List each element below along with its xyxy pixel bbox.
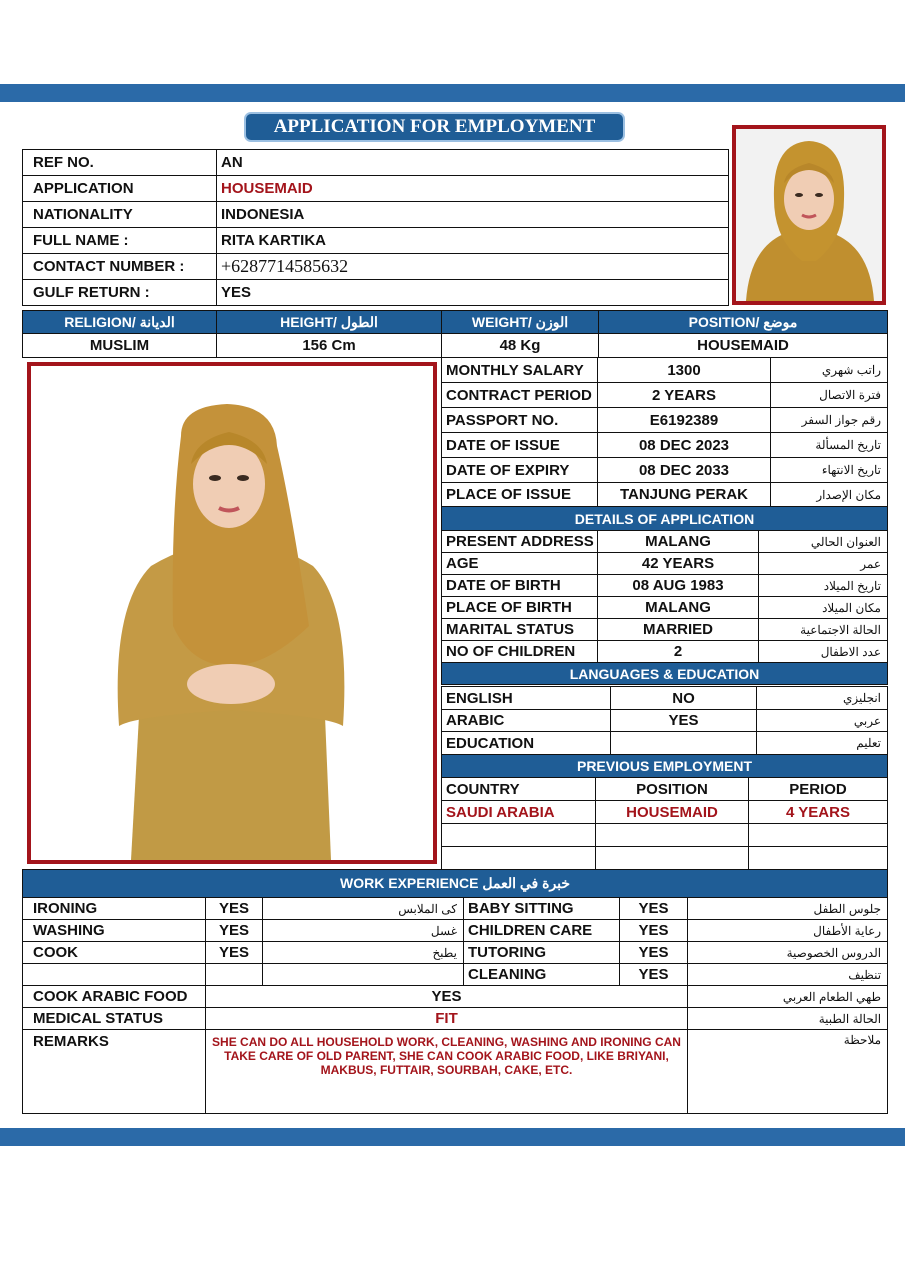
table-row — [442, 553, 888, 575]
table-row — [442, 358, 888, 383]
place-of-issue-ar: مكان الإصدار — [771, 483, 888, 507]
table-row — [23, 898, 888, 920]
bottom-bar — [0, 1128, 905, 1146]
date-of-expiry-ar: تاريخ الانتهاء — [771, 458, 888, 483]
full-body-photo-image — [31, 366, 433, 860]
marital-status-ar: الحالة الاجتماعية — [759, 619, 888, 641]
present-address-ar: العنوان الحالي — [759, 531, 888, 553]
table-row — [442, 801, 888, 824]
table-row — [23, 942, 888, 964]
page-title: APPLICATION FOR EMPLOYMENT — [244, 112, 625, 142]
work-left-value — [206, 964, 263, 986]
arabic-value: YES — [611, 710, 757, 732]
work-left-ar: يطبخ — [263, 942, 464, 964]
religion-header: RELIGION/ الديانة — [23, 311, 217, 334]
weight-value: 48 Kg — [442, 334, 599, 358]
table-row — [442, 458, 888, 483]
date-of-issue-label: DATE OF ISSUE — [442, 433, 598, 458]
previous-employment-header: PREVIOUS EMPLOYMENT — [442, 755, 888, 778]
work-left-label — [23, 964, 206, 986]
full-body-photo — [27, 362, 437, 864]
height-header: HEIGHT/ الطول — [217, 311, 442, 334]
contract-table — [441, 357, 888, 531]
work-right-label: BABY SITTING — [464, 898, 620, 920]
work-left-ar: كى الملابس — [263, 898, 464, 920]
work-left-value: YES — [206, 898, 263, 920]
info-row — [23, 254, 729, 280]
date-of-issue-value: 08 DEC 2023 — [598, 433, 771, 458]
table-row — [442, 641, 888, 663]
nationality-value: INDONESIA — [217, 202, 729, 228]
english-ar: انجليزي — [757, 687, 888, 710]
marital-status-value: MARRIED — [598, 619, 759, 641]
details-table — [441, 530, 888, 685]
remarks-ar: ملاحظة — [688, 1030, 888, 1114]
table-row — [442, 408, 888, 433]
info-row — [23, 280, 729, 306]
passport-no-ar: رقم جواز السفر — [771, 408, 888, 433]
arabic-label: ARABIC — [442, 710, 611, 732]
table-row — [23, 920, 888, 942]
weight-header: WEIGHT/ الوزن — [442, 311, 599, 334]
table-row — [442, 824, 888, 847]
no-of-children-value: 2 — [598, 641, 759, 663]
prev-position-value — [596, 847, 749, 870]
ref-no-value: AN — [217, 150, 729, 176]
gulf-return-value: YES — [217, 280, 729, 306]
english-value: NO — [611, 687, 757, 710]
work-left-label: IRONING — [23, 898, 206, 920]
table-row — [442, 531, 888, 553]
medical-status-ar: الحالة الطبية — [688, 1008, 888, 1030]
work-left-ar — [263, 964, 464, 986]
prev-country-value — [442, 847, 596, 870]
prev-period-value: 4 YEARS — [749, 801, 888, 824]
nationality-label: NATIONALITY — [23, 202, 217, 228]
prev-position-header: POSITION — [596, 778, 749, 801]
contact-number-value: +6287714585632 — [217, 254, 729, 280]
education-value — [611, 732, 757, 755]
work-experience-table — [22, 869, 888, 1114]
age-label: AGE — [442, 553, 598, 575]
present-address-label: PRESENT ADDRESS — [442, 531, 598, 553]
present-address-value: MALANG — [598, 531, 759, 553]
prev-country-header: COUNTRY — [442, 778, 596, 801]
application-label: APPLICATION — [23, 176, 217, 202]
work-experience-header: WORK EXPERIENCE خبرة في العمل — [23, 870, 888, 898]
place-of-issue-label: PLACE OF ISSUE — [442, 483, 598, 507]
prev-position-value — [596, 824, 749, 847]
position-value: HOUSEMAID — [599, 334, 888, 358]
work-left-label: COOK — [23, 942, 206, 964]
position-header: POSITION/ موضع — [599, 311, 888, 334]
place-of-birth-ar: مكان الميلاد — [759, 597, 888, 619]
work-right-value: YES — [620, 920, 688, 942]
education-label: EDUCATION — [442, 732, 611, 755]
table-row — [442, 687, 888, 710]
info-row — [23, 176, 729, 202]
date-of-expiry-label: DATE OF EXPIRY — [442, 458, 598, 483]
english-label: ENGLISH — [442, 687, 611, 710]
application-value: HOUSEMAID — [217, 176, 729, 202]
work-left-label: WASHING — [23, 920, 206, 942]
info-row — [23, 228, 729, 254]
date-of-birth-ar: تاريخ الميلاد — [759, 575, 888, 597]
prev-country-value: SAUDI ARABIA — [442, 801, 596, 824]
table-row — [23, 1008, 888, 1030]
contract-period-value: 2 YEARS — [598, 383, 771, 408]
monthly-salary-value: 1300 — [598, 358, 771, 383]
place-of-issue-value: TANJUNG PERAK — [598, 483, 771, 507]
info-row — [23, 150, 729, 176]
place-of-birth-value: MALANG — [598, 597, 759, 619]
work-right-ar: رعاية الأطفال — [688, 920, 888, 942]
info-row — [23, 202, 729, 228]
date-of-issue-ar: تاريخ المسألة — [771, 433, 888, 458]
work-right-ar: جلوس الطفل — [688, 898, 888, 920]
work-right-value: YES — [620, 942, 688, 964]
portrait-photo-image — [736, 129, 882, 301]
work-right-value: YES — [620, 898, 688, 920]
work-left-value: YES — [206, 920, 263, 942]
contract-period-ar: فترة الاتصال — [771, 383, 888, 408]
table-row — [442, 483, 888, 507]
work-right-ar: تنظيف — [688, 964, 888, 986]
details-section-header: DETAILS OF APPLICATION — [442, 507, 888, 531]
work-right-label: CHILDREN CARE — [464, 920, 620, 942]
gulf-return-label: GULF RETURN : — [23, 280, 217, 306]
age-ar: عمر — [759, 553, 888, 575]
education-ar: تعليم — [757, 732, 888, 755]
monthly-salary-ar: راتب شهري — [771, 358, 888, 383]
table-row — [442, 732, 888, 755]
table-row — [442, 575, 888, 597]
top-bar — [0, 84, 905, 102]
basic-info-table — [22, 149, 729, 306]
marital-status-label: MARITAL STATUS — [442, 619, 598, 641]
prev-country-value — [442, 824, 596, 847]
table-row — [23, 1030, 888, 1114]
passport-no-value: E6192389 — [598, 408, 771, 433]
personal-table — [22, 310, 888, 358]
work-right-ar: الدروس الخصوصية — [688, 942, 888, 964]
date-of-birth-label: DATE OF BIRTH — [442, 575, 598, 597]
place-of-birth-label: PLACE OF BIRTH — [442, 597, 598, 619]
prev-period-value — [749, 847, 888, 870]
full-name-value: RITA KARTIKA — [217, 228, 729, 254]
passport-no-label: PASSPORT NO. — [442, 408, 598, 433]
languages-table — [441, 686, 888, 778]
table-row — [442, 847, 888, 870]
date-of-birth-value: 08 AUG 1983 — [598, 575, 759, 597]
languages-section-header: LANGUAGES & EDUCATION — [442, 663, 888, 685]
monthly-salary-label: MONTHLY SALARY — [442, 358, 598, 383]
prev-period-header: PERIOD — [749, 778, 888, 801]
contract-period-label: CONTRACT PERIOD — [442, 383, 598, 408]
religion-value: MUSLIM — [23, 334, 217, 358]
medical-status-value: FIT — [206, 1008, 688, 1030]
table-row — [442, 433, 888, 458]
remarks-label: REMARKS — [23, 1030, 206, 1114]
table-row — [23, 986, 888, 1008]
cook-arabic-food-label: COOK ARABIC FOOD — [23, 986, 206, 1008]
medical-status-label: MEDICAL STATUS — [23, 1008, 206, 1030]
work-right-label: CLEANING — [464, 964, 620, 986]
work-left-ar: غسل — [263, 920, 464, 942]
age-value: 42 YEARS — [598, 553, 759, 575]
remarks-value: SHE CAN DO ALL HOUSEHOLD WORK, CLEANING, WASHING AND IRONING CAN TAKE CARE OF OLD PARENT, SHE CAN COOK ARABIC FOOD, LIKE BRIYANI, MAKBUS, FUTTAIR, SOURBAH, CAKE, ETC. — [206, 1030, 688, 1114]
no-of-children-label: NO OF CHILDREN — [442, 641, 598, 663]
work-right-value: YES — [620, 964, 688, 986]
work-left-value: YES — [206, 942, 263, 964]
portrait-photo — [732, 125, 886, 305]
arabic-ar: عربي — [757, 710, 888, 732]
ref-no-label: REF NO. — [23, 150, 217, 176]
contact-number-label: CONTACT NUMBER : — [23, 254, 217, 280]
table-row — [442, 710, 888, 732]
cook-arabic-food-value: YES — [206, 986, 688, 1008]
cook-arabic-food-ar: طهي الطعام العربي — [688, 986, 888, 1008]
table-row — [442, 597, 888, 619]
height-value: 156 Cm — [217, 334, 442, 358]
table-row — [23, 964, 888, 986]
table-row — [442, 619, 888, 641]
date-of-expiry-value: 08 DEC 2033 — [598, 458, 771, 483]
no-of-children-ar: عدد الاطفال — [759, 641, 888, 663]
work-right-label: TUTORING — [464, 942, 620, 964]
previous-employment-table — [441, 777, 888, 870]
prev-position-value: HOUSEMAID — [596, 801, 749, 824]
prev-period-value — [749, 824, 888, 847]
table-row — [442, 383, 888, 408]
full-name-label: FULL NAME : — [23, 228, 217, 254]
